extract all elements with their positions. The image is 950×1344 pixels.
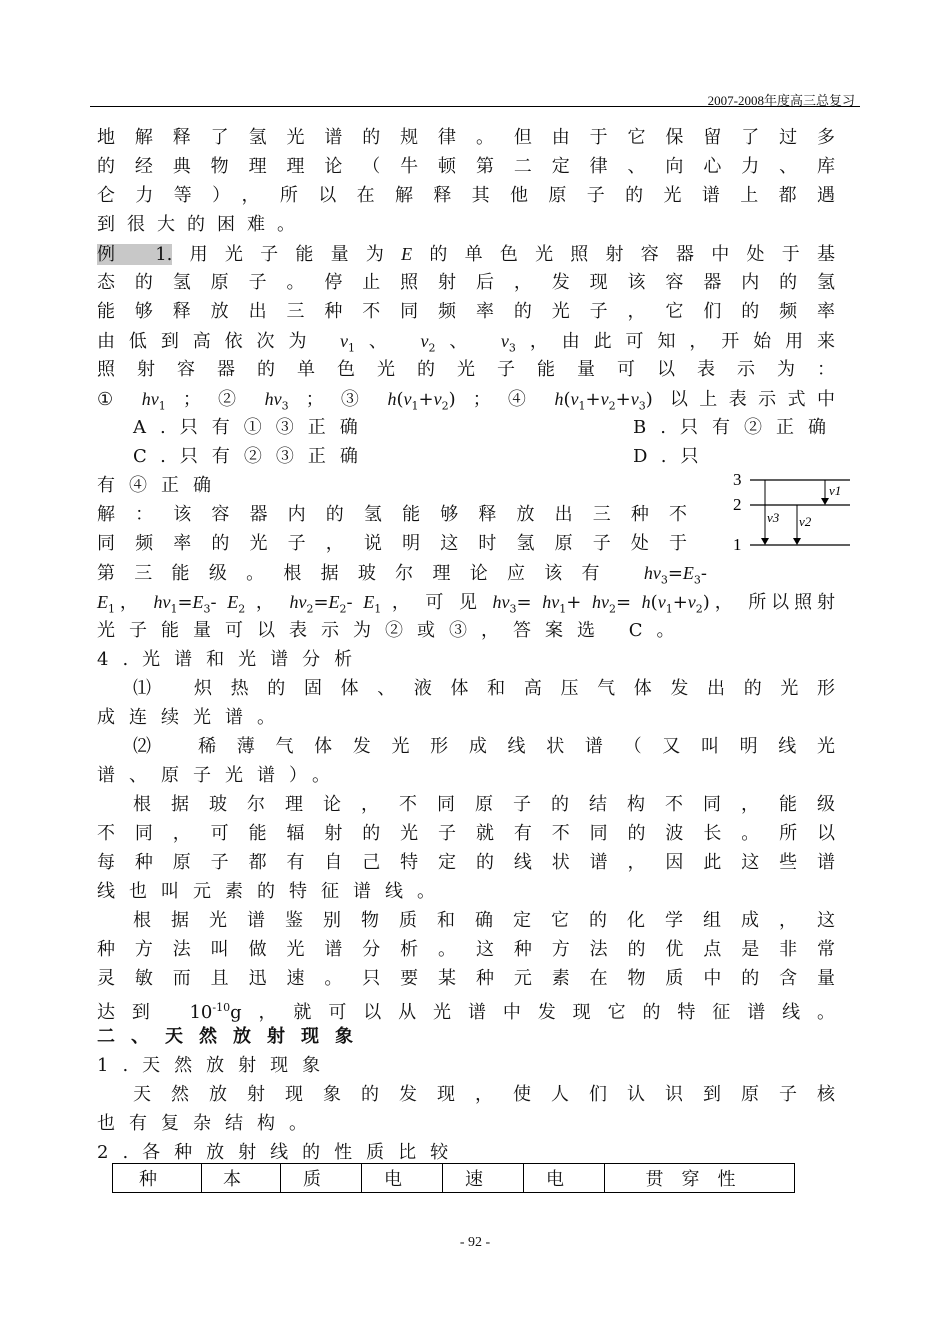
text-line: ⑴ 炽热的固体、液体和高压气体发出的光形 bbox=[133, 678, 835, 699]
table-header-cell: 电 bbox=[524, 1164, 605, 1193]
table-header-row bbox=[113, 1164, 795, 1193]
section-heading: 2.各种放射线的性质比较 bbox=[97, 1142, 463, 1163]
solution-line: 解：该容器内的氢能够释放出三种不 bbox=[97, 504, 687, 525]
text-line: 到很大的困难。 bbox=[97, 214, 307, 235]
text-line: 态的氢原子。停止照射后，发现该容器内的氢 bbox=[97, 272, 835, 293]
text-line: $E_1$， $h\nu_1=E_3-$ $E_2$ ， $h\nu_2=E_2-$ $E_1$ ， 可 见 $h\nu_3= h\nu_1+ h\nu_2= h(\nu_1+\nu_2)$， 所以照射 bbox=[97, 592, 835, 616]
level-label: 1 bbox=[733, 535, 742, 554]
text-line: 线也叫元素的特征谱线。 bbox=[97, 881, 449, 902]
text-line: 每种原子都有自己特定的线状谱，因此这些谱 bbox=[97, 852, 835, 873]
text-line: 仑力等），所以在解释其他原子的光谱上都遇 bbox=[97, 185, 835, 206]
radiation-table bbox=[112, 1163, 795, 1193]
level-label: 3 bbox=[733, 470, 742, 489]
chapter-heading: 二、天然放射现象 bbox=[97, 1026, 369, 1047]
arrow-head bbox=[793, 538, 801, 545]
text-line: 谱、原子光谱）。 bbox=[97, 765, 344, 786]
section-heading: 1.天然放射现象 bbox=[97, 1055, 335, 1076]
transition-label: ν1 bbox=[829, 483, 842, 498]
option-d: D.只 bbox=[633, 446, 713, 467]
text-line: 种方法叫做光谱分析。这种方法的优点是非常 bbox=[97, 939, 835, 960]
example-label: 例 1. bbox=[97, 244, 173, 265]
text-line: 根据光谱鉴别物质和确定它的化学组成，这 bbox=[133, 910, 835, 931]
text-line: 不同，可能辐射的光子就有不同的波长。所以 bbox=[97, 823, 835, 844]
section-heading: 4.光谱和光谱分析 bbox=[97, 649, 367, 670]
page-header: 2007-2008年度高三总复习 bbox=[707, 93, 855, 108]
table-header-cell: 种 bbox=[113, 1164, 202, 1193]
transition-label: ν3 bbox=[767, 510, 780, 525]
options-line: ① $h\nu_1$ ； ② $h\nu_3$ ； ③ $h(\nu_1+\nu_2)$ ； ④ $h(\nu_1+\nu_2+\nu_3)$ 以上表示式中 bbox=[97, 389, 836, 413]
arrow-head bbox=[821, 498, 829, 505]
text-line: 天然放射现象的发现，使人们认识到原子核 bbox=[133, 1084, 835, 1105]
text-line: 能够释放出三种不同频率的光子，它们的频率 bbox=[97, 301, 835, 322]
level-label: 2 bbox=[733, 495, 742, 514]
table-header-cell: 质 bbox=[281, 1164, 362, 1193]
text-line: 达到 $10^{-10}g$，就可以从光谱中发现它的特征谱线。 bbox=[97, 1001, 836, 1023]
option-a: A.只有①③正确 bbox=[133, 417, 372, 438]
option-b: B.只有②正确 bbox=[633, 417, 840, 438]
option-c: C.只有②③正确 bbox=[133, 446, 372, 467]
text-line: 同频率的光子，说明这时氢原子处于 bbox=[97, 533, 687, 554]
header-rule bbox=[90, 106, 860, 107]
text-line: 地解释了氢光谱的规律。但由于它保留了过多 bbox=[97, 127, 835, 148]
table-header-cell: 电 bbox=[362, 1164, 443, 1193]
text-line: 根据玻尔理论，不同原子的结构不同，能级 bbox=[133, 794, 835, 815]
arrow-head bbox=[761, 538, 769, 545]
table-header-cell: 速 bbox=[443, 1164, 524, 1193]
text-line: 第三能级。根据玻尔理论应该有 $h\nu_3=E_3-$ bbox=[97, 563, 707, 587]
example-line: 例 1.用光子能量为E的单色光照射容器中处于基 bbox=[97, 244, 836, 265]
text-line: 有④正确 bbox=[97, 475, 225, 496]
text-line: 灵敏而且迅速。只要某种元素在物质中的含量 bbox=[97, 968, 835, 989]
transition-label: ν2 bbox=[799, 514, 812, 529]
energy-level-diagram bbox=[725, 468, 855, 558]
text-line: 成连续光谱。 bbox=[97, 707, 289, 728]
text-line: ⑵ 稀薄气体发光形成线状谱（又叫明线光 bbox=[133, 736, 835, 757]
text-line: 照射容器的单色光的光子能量可以表示为： bbox=[97, 359, 835, 380]
text-line: 光子能量可以表示为②或③，答案选 C。 bbox=[97, 620, 689, 641]
text-line: 由低到高依次为 $\nu_1$、 $\nu_2$、 $\nu_3$，由此可知，开始用来 bbox=[97, 331, 835, 355]
text-line: 也有复杂结构。 bbox=[97, 1113, 321, 1134]
text-line: 的经典物理理论（牛顿第二定律、向心力、库 bbox=[97, 156, 835, 177]
page-number: - 92 - bbox=[459, 1235, 491, 1250]
table-header-cell: 贯穿性 bbox=[605, 1164, 795, 1193]
table-header-cell: 本 bbox=[202, 1164, 281, 1193]
